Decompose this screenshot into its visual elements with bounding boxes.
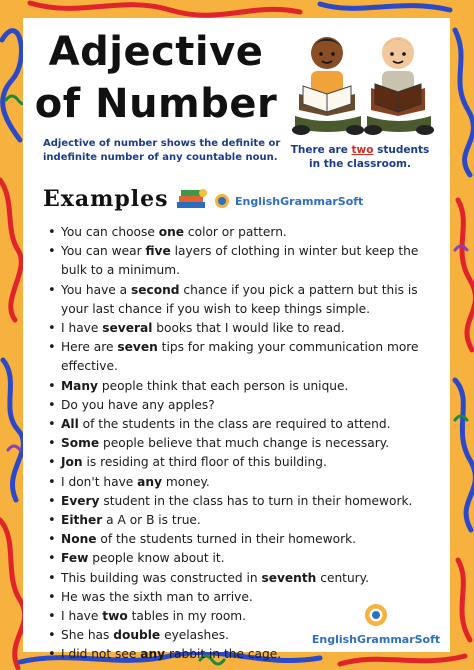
example-adjective: seven <box>117 340 158 355</box>
example-adjective: All <box>61 417 79 432</box>
example-text: chance if you pick a pattern but this is your last chance if you wish to keep things simple. <box>61 282 418 316</box>
example-item <box>61 530 441 549</box>
example-text: You can choose <box>61 225 159 239</box>
example-item <box>61 511 441 530</box>
examples-heading: Examples <box>43 186 169 212</box>
books-icon <box>175 188 209 214</box>
example-item <box>61 415 441 434</box>
example-item <box>61 549 441 568</box>
example-adjective: second <box>131 282 180 297</box>
examples-list <box>61 223 441 665</box>
example-text: You can wear <box>61 244 146 259</box>
example-adjective: one <box>158 225 185 239</box>
example-item <box>61 473 441 492</box>
example-item <box>61 319 441 338</box>
page-title-line2: of Number <box>34 81 278 127</box>
page-title-line1: Adjective <box>48 29 264 75</box>
example-text: a A or B is true. <box>102 513 201 528</box>
example-text: eyelashes. <box>160 628 229 643</box>
example-item <box>61 223 441 242</box>
example-adjective: Some <box>61 436 100 451</box>
example-text: rabbit in the cage. <box>165 647 282 662</box>
example-text: Do you have any apples? <box>61 397 215 412</box>
example-adjective: double <box>113 628 161 643</box>
example-text: century. <box>316 570 370 585</box>
example-adjective: Every <box>61 493 100 508</box>
example-item <box>61 569 441 588</box>
example-text: Here are <box>61 340 118 355</box>
example-adjective: None <box>61 532 97 547</box>
example-text: layers of clothing in winter but keep the bulk to a minimum. <box>61 244 419 278</box>
example-text: people believe that much change is necessary. <box>99 436 390 451</box>
example-item <box>61 453 441 472</box>
example-text: money. <box>162 474 210 489</box>
example-adjective: Jon <box>61 455 83 470</box>
example-adjective: five <box>145 244 171 259</box>
example-adjective: any <box>137 474 163 489</box>
brand-top <box>214 193 363 209</box>
example-adjective: two <box>102 609 128 624</box>
example-text: student in the class has to turn in their homework. <box>99 493 413 508</box>
illustration-caption <box>285 143 435 171</box>
example-adjective: Many <box>61 378 98 393</box>
brand-bottom <box>301 603 451 646</box>
caption-text-before: There are <box>290 144 352 156</box>
example-text: You have a <box>61 282 131 297</box>
example-text: people think that each person is unique. <box>97 378 349 393</box>
example-item <box>61 338 441 376</box>
example-text: I have <box>61 321 103 336</box>
caption-text-after: students in the classroom. <box>309 144 430 170</box>
example-text: of the students in the class are required to attend. <box>78 417 391 432</box>
example-item <box>61 281 441 319</box>
example-text: I have <box>61 609 103 624</box>
example-item <box>61 242 441 280</box>
example-item <box>61 396 441 415</box>
brand-bottom-label: EnglishGrammarSoft <box>311 633 441 646</box>
example-text: tables in my room. <box>127 609 247 624</box>
example-text: people know about it. <box>88 551 225 566</box>
content-card <box>23 18 450 662</box>
example-adjective: any <box>140 647 166 662</box>
example-adjective: Few <box>61 551 89 566</box>
example-text: books that I would like to read. <box>152 321 345 336</box>
reading-students-illustration <box>285 26 440 141</box>
example-text: She has <box>61 628 114 643</box>
example-text: He was the sixth man to arrive. <box>61 589 253 604</box>
example-item <box>61 645 441 664</box>
example-item <box>61 377 441 396</box>
example-text: tips for making your communication more effective. <box>61 340 419 374</box>
example-text: is residing at third floor of this building. <box>82 455 327 470</box>
example-adjective: several <box>102 321 153 336</box>
brand-logo-icon <box>214 193 230 209</box>
example-adjective: seventh <box>261 570 317 585</box>
example-item <box>61 492 441 511</box>
example-text: of the students turned in their homework. <box>96 532 357 547</box>
example-text: I don't have <box>61 474 138 489</box>
example-adjective: Either <box>61 513 103 528</box>
brand-top-label: EnglishGrammarSoft <box>235 194 364 208</box>
brand-logo-icon <box>364 603 388 627</box>
definition-text: Adjective of number shows the definite or indefinite number of any countable noun. <box>43 138 281 163</box>
example-item <box>61 434 441 453</box>
example-text: color or pattern. <box>184 225 287 239</box>
example-text: I did not see <box>61 647 141 662</box>
caption-highlight: two <box>351 144 374 156</box>
example-text: This building was constructed in <box>61 570 262 585</box>
